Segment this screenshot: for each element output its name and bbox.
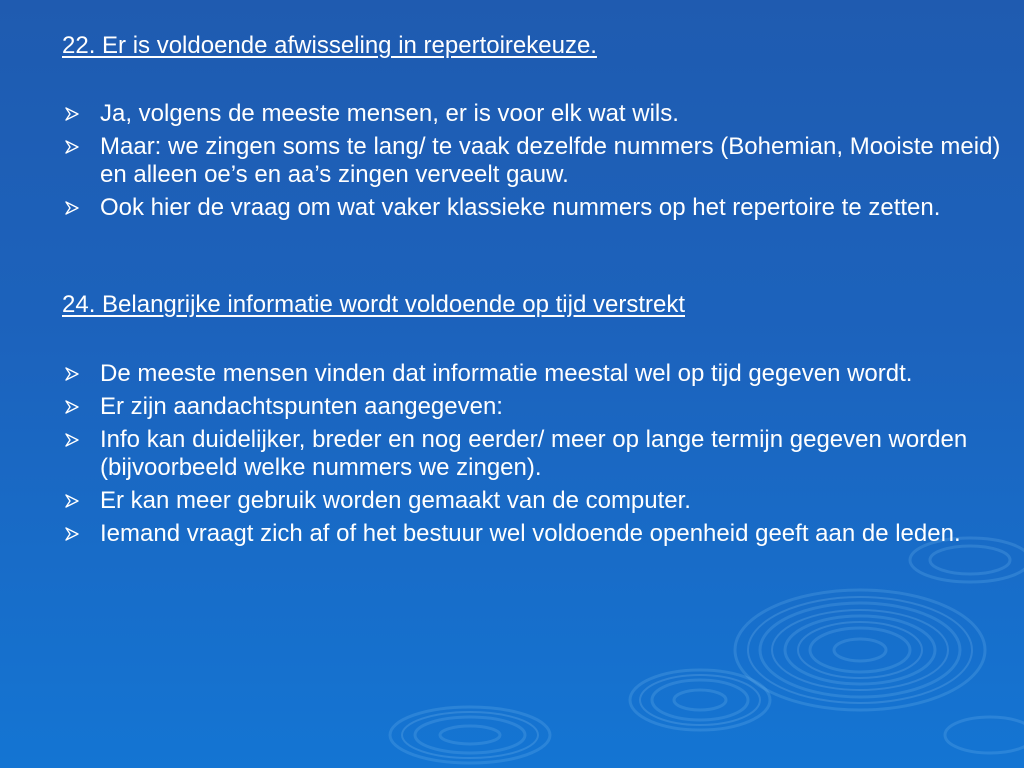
list-item (62, 360, 1012, 388)
section-heading-24: 24. Belangrijke informatie wordt voldoende op tijd verstrekt (62, 291, 685, 318)
bullet-text: Er kan meer gebruik worden gemaakt van de computer. (100, 487, 691, 514)
arrow-bullet-icon (65, 494, 79, 508)
arrow-bullet-icon (65, 367, 79, 381)
list-item (62, 133, 1012, 189)
bullet-text: Ook hier de vraag om wat vaker klassieke nummers op het repertoire te zetten. (100, 194, 941, 221)
bullet-text: De meeste mensen vinden dat informatie meestal wel op tijd gegeven wordt. (100, 360, 913, 387)
list-item (62, 487, 1012, 515)
arrow-bullet-icon (65, 433, 79, 447)
bullet-text: Maar: we zingen soms te lang/ te vaak dezelfde nummers (Bohemian, Mooiste meid) en alleen oe’s en aa’s zingen verveelt gauw. (100, 133, 1001, 188)
list-item (62, 100, 1012, 128)
arrow-bullet-icon (65, 527, 79, 541)
list-item (62, 520, 1012, 548)
list-item (62, 194, 1012, 222)
bullet-list-section-24 (62, 360, 1012, 553)
bullet-text: Info kan duidelijker, breder en nog eerder/ meer op lange termijn gegeven worden (bijvoorbeeld welke nummers we zingen). (100, 426, 968, 481)
arrow-bullet-icon (65, 140, 79, 154)
list-item (62, 393, 1012, 421)
bullet-list-section-22 (62, 100, 1012, 227)
section-heading-22: 22. Er is voldoende afwisseling in repertoirekeuze. (62, 32, 597, 59)
bullet-text: Er zijn aandachtspunten aangegeven: (100, 393, 503, 420)
bullet-text: Ja, volgens de meeste mensen, er is voor elk wat wils. (100, 100, 679, 127)
arrow-bullet-icon (65, 400, 79, 414)
arrow-bullet-icon (65, 107, 79, 121)
list-item (62, 426, 1012, 482)
bullet-text: Iemand vraagt zich af of het bestuur wel voldoende openheid geeft aan de leden. (100, 520, 961, 547)
arrow-bullet-icon (65, 201, 79, 215)
